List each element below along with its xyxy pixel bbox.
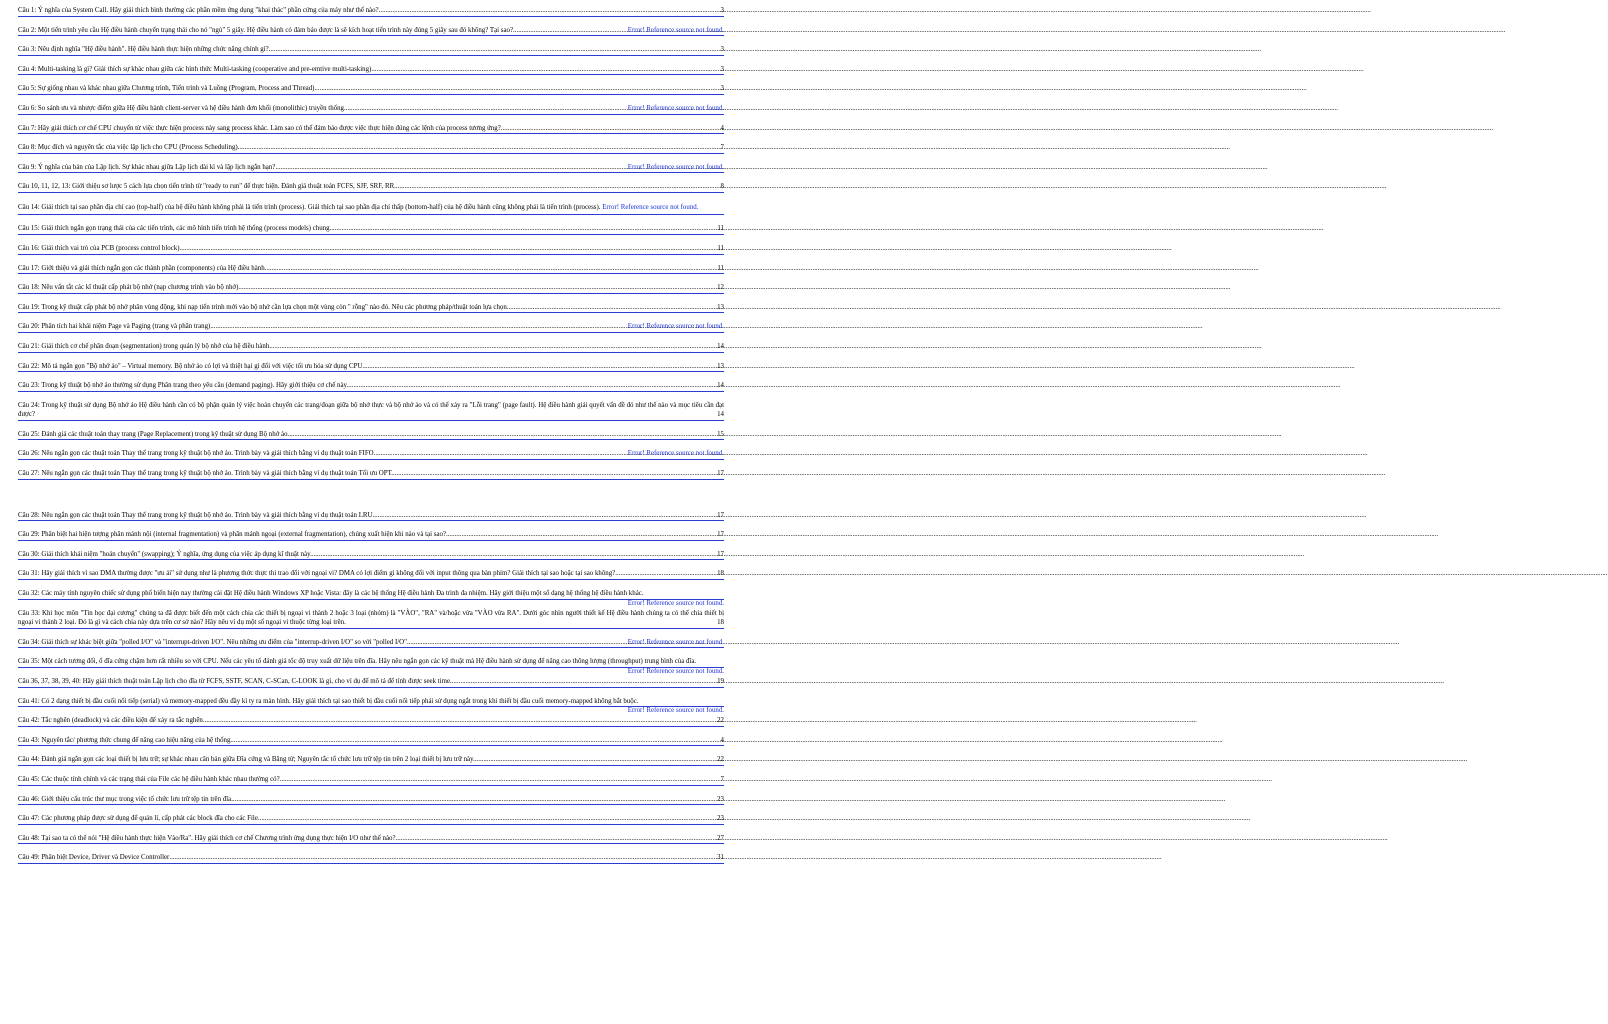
toc-entry-17[interactable]: Câu 17: Giới thiệu và giải thích ngắn gọn các thành phần (components) của Hệ điều hành. ..... 11 <box>18 264 724 275</box>
toc-entry-1[interactable]: Câu 1: Ý nghĩa của System Call. Hãy giải thích bình thường các phần mềm ứng dụng "khai thác" phần cứng của máy như thế nào? ..... 3 <box>18 6 724 17</box>
toc-entry-2[interactable]: Câu 2: Một tiến trình yêu cầu Hệ điều hành chuyển trạng thái cho nó "ngủ" 5 giây. Hệ điều hành có đảm bảo được là sẽ kích hoạt tiến trình này đúng 5 giây sau đó không? Tại sao? ..... Error! Reference source not found. <box>18 26 724 37</box>
toc-entry-49[interactable]: Câu 49: Phân biệt Device, Driver và Device Controller ..... 31 <box>18 853 724 864</box>
toc-entry-33[interactable]: Câu 33: Khi học môn "Tin học đại cương" chúng ta đã được biết đến một cách chia các thiết bị ngoại vi thành 2 hoặc 3 loại (nhóm) là "VÀO", "RA" và/hoặc vừa "VÀO vừa RA". Dưới góc nhìn người thiết kế Hệ điều hành chúng ta có thể chia thiết bị ngoại vi thành 2 loại. Đó là gì và cách chia này dựa trên cơ sở nào? Hãy nêu ví dụ một số ngoại vi thuộc từng loại trên. 18 <box>18 609 724 629</box>
toc-entry-4[interactable]: Câu 4: Multi-tasking là gì? Giải thích sự khác nhau giữa các hình thức Multi-tasking (cooperative and pre-emtive multi-tasking) ..... 3 <box>18 65 724 76</box>
toc-entry-28[interactable]: Câu 28: Nêu ngắn gọn các thuật toán Thay thế trang trong kỹ thuật bộ nhớ ảo. Trình bày và giải thích bằng ví dụ thuật toán LRU. ..... 17 <box>18 511 724 522</box>
toc-entry-36-40[interactable]: Câu 36, 37, 38, 39, 40: Hãy giải thích thuật toán Lập lịch cho đĩa từ FCFS, SSTF, SCAN, C-SCan, C-LOOK là gì, cho ví dụ để mô tả để tính được seek time. ..... 19 <box>18 677 724 688</box>
toc-entry-9[interactable]: Câu 9: Ý nghĩa của bản của Lập lịch. Sự khác nhau giữa Lập lịch dài kì và lập lịch ngắn hạn? ..... Error! Reference source not found. <box>18 163 724 174</box>
toc-entry-16[interactable]: Câu 16: Giải thích vai trò của PCB (process control block) ..... 11 <box>18 244 724 255</box>
toc-entry-43[interactable]: Câu 43: Nguyên tắc/ phương thức chung để nâng cao hiệu năng của hệ thống ..... 4 <box>18 736 724 747</box>
toc-entry-26[interactable]: Câu 26: Nêu ngắn gọn các thuật toán Thay thế trang trong kỹ thuật bộ nhớ ảo. Trình bày và giải thích bằng ví dụ thuật toán FIFO. ..... Error! Reference source not found. <box>18 449 724 460</box>
toc-entry-29[interactable]: Câu 29: Phân biệt hai hiện tượng phân mảnh nội (internal fragmentation) và phân mảnh ngoại (external fragmentation), chúng xuất hiện khi nào và tại sao? ..... 17 <box>18 530 724 541</box>
toc-entry-8[interactable]: Câu 8: Mục đích và nguyên tắc của việc lập lịch cho CPU (Process Scheduling) ..... 7 <box>18 143 724 154</box>
toc-entry-21[interactable]: Câu 21: Giải thích cơ chế phân đoạn (segmentation) trong quản lý bộ nhớ của hệ điều hành ..... 14 <box>18 342 724 353</box>
toc-entry-41[interactable]: Câu 41: Có 2 dạng thiết bị đầu cuối nối tiếp (serial) và memory-mapped đều đầy kì ty ra màn hình. Hãy giải thích tại sao thiết bị đầu cuối nối tiếp phải sử dụng ngắt trong khi thiết bị đầu cuối memory-mapped không bắt buộc. Error! Reference source not found. <box>18 697 724 715</box>
toc-entry-3[interactable]: Câu 3: Nêu định nghĩa "Hệ điều hành". Hệ điều hành thực hiện những chức năng chính gì? ..... 3 <box>18 45 724 56</box>
toc-entry-5[interactable]: Câu 5: Sự giống nhau và khác nhau giữa Chương trình, Tiến trình và Luồng (Program, Process and Thread) ..... 3 <box>18 84 724 95</box>
toc-entry-30[interactable]: Câu 30: Giải thích khái niệm "hoán chuyển" (swapping); Ý nghĩa, ứng dụng của việc áp dụng kĩ thuật này. ..... 17 <box>18 550 724 561</box>
toc-entry-23[interactable]: Câu 23: Trong kỹ thuật bộ nhớ ảo thường sử dụng Phân trang theo yêu cầu (demand paging). Hãy giới thiệu cơ chế này. ..... 14 <box>18 381 724 392</box>
toc-entry-15[interactable]: Câu 15: Giải thích ngắn gọn trạng thái của các tiến trình, các mô hình tiến trình hệ thống (process models) chung. ..... 11 <box>18 224 724 235</box>
toc-entry-24[interactable]: Câu 24: Trong kỹ thuật sử dụng Bộ nhớ ảo Hệ điều hành cần có bộ phận quản lý việc hoán chuyển các trang/đoạn giữa bộ nhớ thực và bộ nhớ ảo và có thể xảy ra "Lỗi trang" (page fault). Hệ điều hành giải quyết vấn đề đó như thế nào và mục tiêu cần đạt được? 14 <box>18 401 724 421</box>
toc-entry-44[interactable]: Câu 44: Đánh giá ngắn gọn các loại thiết bị lưu trữ; sự khác nhau căn bản giữa Đĩa cứng và Băng từ; Nguyên tắc tổ chức lưu trữ tệp tin trên 2 loại thiết bị lưu trữ này. ..... 22 <box>18 755 724 766</box>
toc-entry-10[interactable]: Câu 10, 11, 12, 13: Giới thiệu sơ lược 5 cách lựa chọn tiến trình từ "ready to run" để thực hiện. Đánh giá thuật toán FCFS, SJF, SRF, RR ..... 8 <box>18 182 724 193</box>
toc-entry-6[interactable]: Câu 6: So sánh ưu và nhược điểm giữa Hệ điều hành client-server và hệ điều hành đơn khối (monolithic) truyền thống. ..... Error! Reference source not found. <box>18 104 724 115</box>
toc-entry-45[interactable]: Câu 45: Các thuộc tính chính và các trạng thái của File các hệ điều hành khác nhau thường có? ..... 7 <box>18 775 724 786</box>
toc-entry-18[interactable]: Câu 18: Nêu vấn tắt các kĩ thuật cấp phát bộ nhớ (nạp chương trình vào bộ nhớ) ..... 12 <box>18 283 724 294</box>
toc-entry-32[interactable]: Câu 32: Các máy tính nguyên chiếc sử dụng phổ biến hiện nay thường cài đặt Hệ điều hành Windows XP hoặc Vista: đây là các hệ thống Hệ điều hành Đa trình đa nhiệm. Hãy giới thiệu một số dạng hệ thống hệ điều hành khác. Error! Reference source not found. <box>18 590 724 607</box>
toc-entry-48[interactable]: Câu 48: Tại sao ta có thể nói "Hệ điều hành thực hiện Vào/Ra". Hãy giải thích cơ chế Chương trình ứng dụng thực hiện I/O như thế nào? ..... 27 <box>18 834 724 845</box>
toc-entry-27[interactable]: Câu 27: Nêu ngắn gọn các thuật toán Thay thế trang trong kỹ thuật bộ nhớ ảo. Trình bày và giải thích bằng ví dụ thuật toán Tối ưu OPT. ..... 17 <box>18 469 724 480</box>
toc-entry-46[interactable]: Câu 46: Giới thiệu cấu trúc thư mục trong việc tổ chức lưu trữ tệp tin trên đĩa. ..... 23 <box>18 795 724 806</box>
toc-entry-47[interactable]: Câu 47: Các phương pháp được sử dụng để quản lí, cấp phát các block đĩa cho các File ..... 23 <box>18 814 724 825</box>
document-page <box>0 0 768 1024</box>
toc-entry-22[interactable]: Câu 22: Mô tả ngắn gọn "Bộ nhớ ảo" – Virtual memory. Bộ nhớ ảo có lợi và thiệt hại gì đối với việc tối ưu hóa sử dụng CPU ..... 13 <box>18 362 724 373</box>
toc-entry-20[interactable]: Câu 20: Phân tích hai khái niệm Page và Paging (trang và phân trang) ..... Error! Reference source not found. <box>18 322 724 333</box>
toc-entry-14[interactable]: Câu 14: Giải thích tại sao phần địa chỉ cao (top-half) của hệ điều hành không phải là tiến trình (process). Giải thích tại sao phần địa chỉ thấp (bottom-half) của hệ điều hành cũng không phải là tiến trình (process). Error! Reference source not found. <box>18 202 724 215</box>
table-of-contents <box>18 2 724 864</box>
toc-entry-31[interactable]: Câu 31: Hãy giải thích vì sao DMA thường được "ưu ái" sử dụng như là phương thức thực thi trao đổi với ngoại vi? DMA có lợi điểm gì không đối với input thông qua bàn phím? Giải thích tại sao hoặc tại sao không? ..... 18 <box>18 569 724 580</box>
toc-entry-34[interactable]: Câu 34: Giải thích sự khác biệt giữa "polled I/O" và "interrupt-driven I/O". Nêu những ưu điểm của "interrup-driven I/O" so với "polled I/O" ..... Error! Reference source not found. <box>18 638 724 649</box>
toc-entry-7[interactable]: Câu 7: Hãy giải thích cơ chế CPU chuyển từ việc thực hiện process này sang process khác. Làm sao có thể đảm bảo được việc thực hiện đúng các lệnh của process tương ứng? ..... 4 <box>18 124 724 135</box>
toc-entry-42[interactable]: Câu 42: Tắc nghẽn (deadlock) và các điều kiện để xảy ra tắc nghẽn. ..... 22 <box>18 716 724 727</box>
toc-entry-35[interactable]: Câu 35: Một cách tương đối, ổ đĩa cứng chậm hơn rất nhiều so với CPU. Nếu các yêu tố đánh giá tốc độ truy xuất dữ liệu trên đĩa. Hãy nêu ngắn gọn các kỹ thuật mà Hệ điều hành sử dụng để nâng cao thông lượng (throughput) trung bình của đĩa. Error! Reference source not found. <box>18 658 724 675</box>
toc-entry-25[interactable]: Câu 25: Đánh giá các thuật toán thay trang (Page Replacement) trong kỹ thuật sử dụng Bộ nhớ ảo. ..... 15 <box>18 430 724 441</box>
toc-entry-19[interactable]: Câu 19: Trong kỹ thuật cấp phát bộ nhớ phân vùng động, khi nạp tiến trình mới vào bộ nhớ cần lựa chọn một vùng còn " rỗng" nào đó. Nêu các phương pháp/thuật toán lựa chọn. ..... 13 <box>18 303 724 314</box>
